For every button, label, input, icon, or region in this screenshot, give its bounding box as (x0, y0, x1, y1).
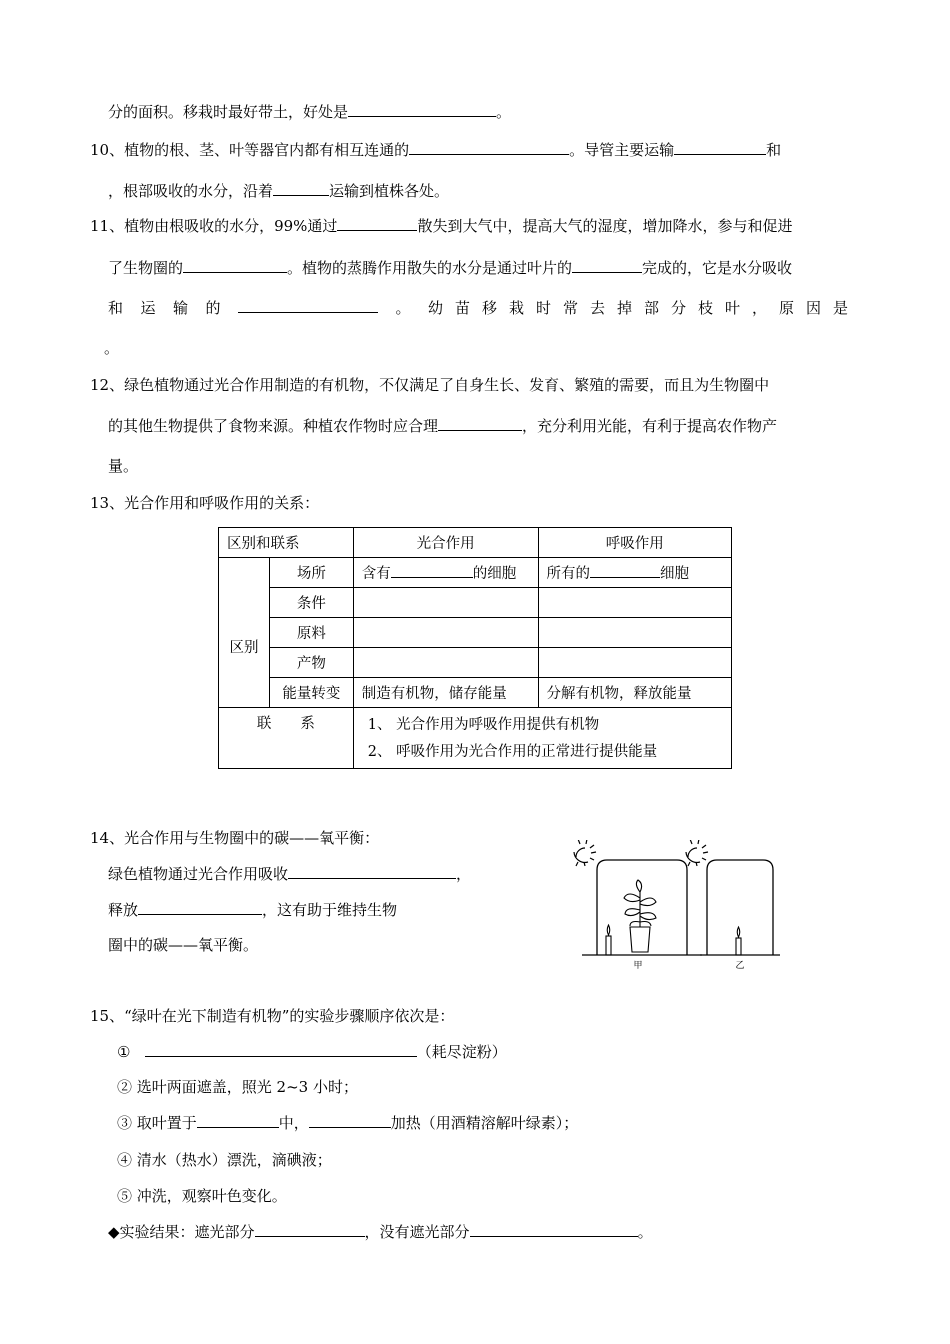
answer-blank[interactable] (288, 864, 456, 879)
question-11-line4 (104, 338, 119, 358)
relation-content-cell (353, 708, 731, 769)
answer-blank[interactable] (183, 258, 287, 273)
table-cell[interactable] (538, 618, 731, 648)
text: 和 (766, 141, 782, 159)
question-12-line1 (90, 375, 769, 395)
table-cell (353, 558, 538, 588)
text: ④ 清水（热水）漂洗，滴碘液； (117, 1151, 332, 1169)
table-cell[interactable] (353, 648, 538, 678)
answer-blank[interactable] (409, 140, 569, 155)
paragraph-line (108, 102, 511, 122)
answer-blank[interactable] (138, 900, 262, 915)
text: 含有 (361, 566, 391, 582)
text: ， (456, 865, 472, 883)
question-10-line1 (90, 140, 781, 160)
text: 的其他生物提供了食物来源。种植农作物时应合理 (108, 417, 439, 435)
table-cell (538, 558, 731, 588)
text: ，这有助于维持生物 (262, 901, 398, 919)
text: ◆实验结果：遮光部分 (108, 1223, 255, 1241)
text: 10、植物的根、茎、叶等器官内都有相互连通的 (90, 141, 410, 159)
candle-icon (606, 925, 611, 955)
text: 。 (637, 1223, 653, 1241)
text: 绿色植物通过光合作用吸收 (108, 865, 289, 883)
text: 分的面积。移栽时最好带土，好处是 (108, 103, 349, 121)
text: 输 (173, 299, 189, 317)
row-label-cell: 能量转变 (269, 678, 353, 708)
text: ① (117, 1043, 131, 1061)
table-cell[interactable] (538, 588, 731, 618)
text: 的细胞 (472, 566, 517, 582)
table-cell[interactable] (353, 588, 538, 618)
question-12-line2 (108, 416, 777, 436)
text: 了生物圈的 (108, 259, 184, 277)
answer-blank[interactable] (309, 1113, 391, 1128)
text: 释放 (108, 901, 139, 919)
text: 和 (108, 299, 124, 317)
row-label-cell: 原料 (269, 618, 353, 648)
question-10-line2 (108, 181, 449, 201)
text: 所有的 (546, 566, 591, 582)
text: 中， (278, 1114, 309, 1132)
text: 幼苗移栽时常去掉部分枝叶，原因是 (427, 299, 860, 317)
table-header-cell: 区别和联系 (219, 528, 354, 558)
sun-icon (686, 840, 708, 866)
table-cell[interactable] (353, 618, 538, 648)
answer-blank[interactable] (197, 1113, 279, 1128)
bell-jar-experiment-figure (570, 840, 790, 970)
table-row (219, 708, 732, 769)
answer-blank[interactable] (590, 563, 660, 578)
step-3 (117, 1113, 578, 1133)
table-header-row (219, 528, 732, 558)
row-label-cell: 场所 (269, 558, 353, 588)
answer-blank[interactable] (572, 258, 642, 273)
potted-plant-icon (624, 880, 656, 952)
relation-line: 2、 呼吸作用为光合作用的正常进行提供能量 (367, 744, 658, 760)
text: ⑤ 冲洗，观察叶色变化。 (117, 1187, 287, 1205)
text: ，充分利用光能，有利于提高农作物产 (522, 417, 778, 435)
question-14-title (90, 828, 379, 848)
text: 运输到植株各处。 (329, 182, 450, 200)
answer-blank[interactable] (438, 416, 522, 431)
table-cell: 制造有机物，储存能量 (353, 678, 538, 708)
answer-blank[interactable] (255, 1222, 365, 1237)
bell-jar-shape (707, 860, 773, 955)
text: 15、“绿叶在光下制造有机物”的实验步骤顺序依次是： (90, 1007, 455, 1025)
table-row (219, 678, 732, 708)
question-11-line1 (90, 216, 792, 236)
text: 。植物的蒸腾作用散失的水分是通过叶片的 (287, 259, 573, 277)
question-12-line3 (108, 456, 138, 476)
row-label-cell: 条件 (269, 588, 353, 618)
text: ，根部吸收的水分，沿着 (108, 182, 274, 200)
text: 。导管主要运输 (569, 141, 675, 159)
text: ，没有遮光部分 (364, 1223, 470, 1241)
text: ③ 取叶置于 (117, 1114, 197, 1132)
table-row (219, 648, 732, 678)
table-header-cell: 光合作用 (353, 528, 538, 558)
question-13-title (90, 493, 319, 513)
table-cell[interactable] (538, 648, 731, 678)
table-row (219, 588, 732, 618)
text: （耗尽淀粉） (416, 1043, 507, 1061)
answer-blank[interactable] (337, 216, 417, 231)
text: 13、光合作用和呼吸作用的关系： (90, 494, 320, 512)
candle-icon (736, 927, 741, 955)
answer-blank[interactable] (674, 140, 766, 155)
question-14-line2 (108, 900, 397, 920)
text: 细胞 (660, 566, 690, 582)
step-4 (117, 1150, 332, 1170)
answer-blank[interactable] (348, 102, 496, 117)
text: 的 (205, 299, 221, 317)
answer-blank[interactable] (470, 1222, 638, 1237)
table-cell: 分解有机物，释放能量 (538, 678, 731, 708)
text: 。 (104, 339, 120, 357)
figure-label: 甲 (633, 961, 643, 970)
table-row (219, 618, 732, 648)
text: 。 (395, 299, 411, 317)
step-5 (117, 1186, 287, 1206)
figure-label: 乙 (735, 961, 745, 970)
table-row (219, 558, 732, 588)
text: 圈中的碳——氧平衡。 (108, 936, 259, 954)
question-14-line1 (108, 864, 471, 884)
answer-blank[interactable] (238, 298, 378, 313)
answer-blank[interactable] (145, 1042, 417, 1057)
text: ② 选叶两面遮盖，照光 2~3 小时； (117, 1078, 358, 1096)
step-2 (117, 1077, 358, 1097)
text: 量。 (108, 457, 139, 475)
question-15-title (90, 1006, 454, 1026)
text: 散失到大气中，提高大气的湿度，增加降水，参与和促进 (417, 217, 793, 235)
step-1 (117, 1042, 507, 1062)
text: 12、绿色植物通过光合作用制造的有机物，不仅满足了自身生长、发育、繁殖的需要，而且为生物圈中 (90, 376, 770, 394)
question-14-line3 (108, 935, 258, 955)
text: 。 (496, 103, 512, 121)
text: 完成的，它是水分吸收 (642, 259, 793, 277)
text: 11、植物由根吸收的水分，99%通过 (90, 217, 338, 235)
relation-label-cell: 联 系 (219, 708, 354, 769)
answer-blank[interactable] (391, 563, 473, 578)
group-label-cell: 区别 (219, 558, 270, 708)
text: 加热（用酒精溶解叶绿素）； (390, 1114, 579, 1132)
sun-icon (574, 840, 596, 866)
text: 运 (140, 299, 156, 317)
question-11-line3 (108, 298, 860, 318)
experiment-result (108, 1222, 653, 1242)
answer-blank[interactable] (273, 181, 329, 196)
relation-line: 1、 光合作用为呼吸作用提供有机物 (367, 717, 600, 733)
question-11-line2 (108, 258, 792, 278)
relation-table (218, 527, 732, 769)
row-label-cell: 产物 (269, 648, 353, 678)
table-header-cell: 呼吸作用 (538, 528, 731, 558)
text: 14、光合作用与生物圈中的碳——氧平衡： (90, 829, 380, 847)
